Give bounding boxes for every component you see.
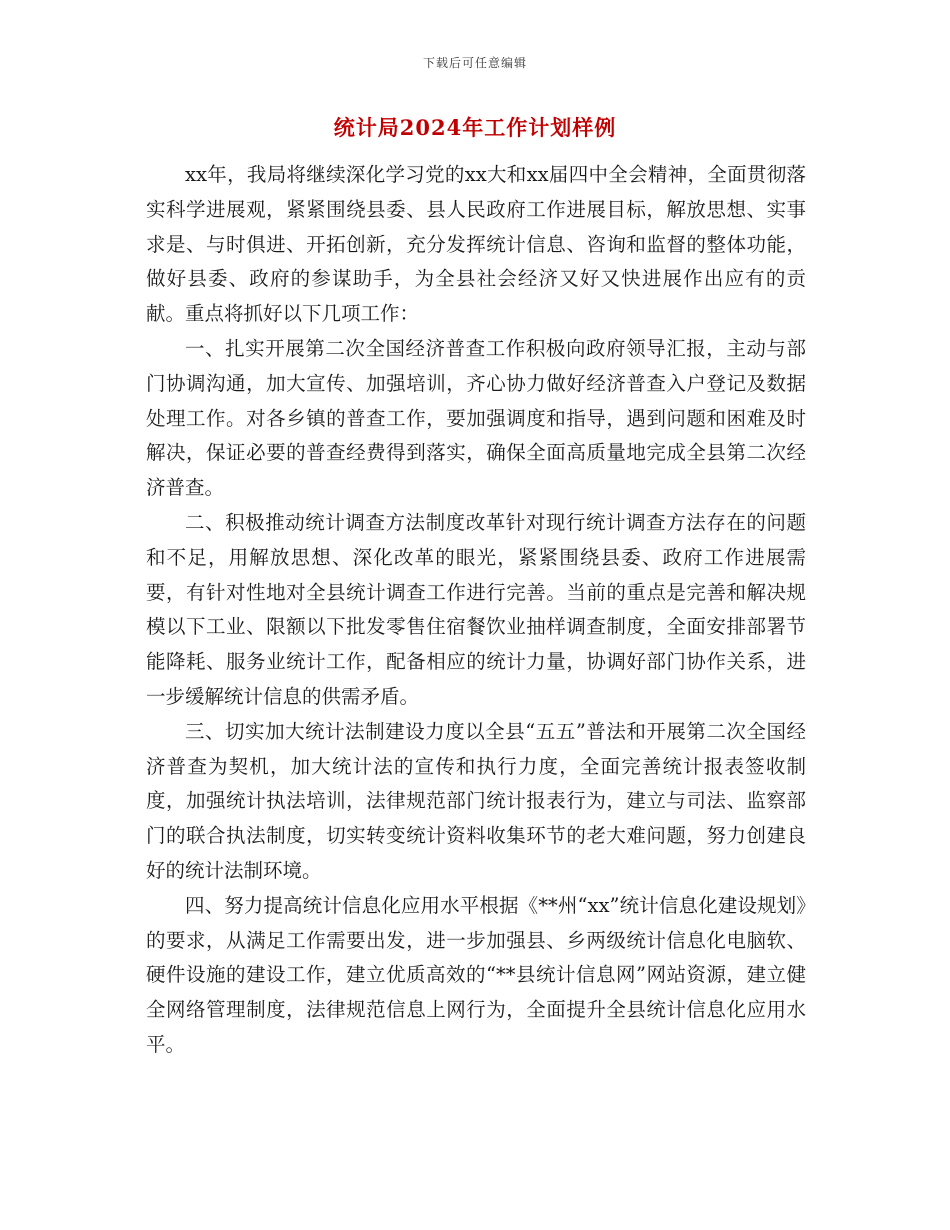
download-note: 下载后可任意编辑 <box>422 56 527 70</box>
paragraph-item-1: 一、扎实开展第二次全国经济普查工作积极向政府领导汇报，主动与部门协调沟通，加大宣传、加强培训，齐心协力做好经济普查入户登记及数据处理工作。对各乡镇的普查工作，要加强调度和指导，遇到问题和困难及时解决，保证必要的普查经费得到落实，确保全面高质量地完成全县第二次经济普查。 <box>146 336 806 500</box>
document-title: 统计局2024年工作计划样例 <box>333 115 617 140</box>
paragraph-item-4: 四、努力提高统计信息化应用水平根据《**州“xx”统计信息化建设规划》的要求，从满足工作需要出发，进一步加强县、乡两级统计信息化电脑软、硬件设施的建设工作，建立优质高效的“**县统计信息网”网站资源，建立健全网络管理制度，法律规范信息上网行为，全面提升全县统计信息化应用水平。 <box>146 893 806 1056</box>
paragraph-item-2: 二、积极推动统计调查方法制度改革针对现行统计调查方法存在的问题和不足，用解放思想、深化改革的眼光，紧紧围绕县委、政府工作进展需要，有针对性地对全县统计调查工作进行完善。当前的重点是完善和解决规模以下工业、限额以下批发零售住宿餐饮业抽样调查制度，全面安排部署节能降耗、服务业统计工作，配备相应的统计力量，协调好部门协作关系，进一步缓解统计信息的供需矛盾。 <box>146 510 806 708</box>
document-body <box>146 158 806 1063</box>
paragraph-intro: xx年，我局将继续深化学习党的xx大和xx届四中全会精神，全面贯彻落实科学进展观，紧紧围绕县委、县人民政府工作进展目标，解放思想、实事求是、与时俱进、开拓创新，充分发挥统计信息、咨询和监督的整体功能，做好县委、政府的参谋助手，为全县社会经济又好又快进展作出应有的贡献。重点将抓好以下几项工作： <box>146 163 806 326</box>
paragraph-item-3: 三、切实加大统计法制建设力度以全县“五五”普法和开展第二次全国经济普查为契机，加大统计法的宣传和执行力度，全面完善统计报表签收制度，加强统计执法培训，法律规范部门统计报表行为，建立与司法、监察部门的联合执法制度，切实转变统计资料收集环节的老大难问题，努力创建良好的统计法制环境。 <box>146 719 806 882</box>
